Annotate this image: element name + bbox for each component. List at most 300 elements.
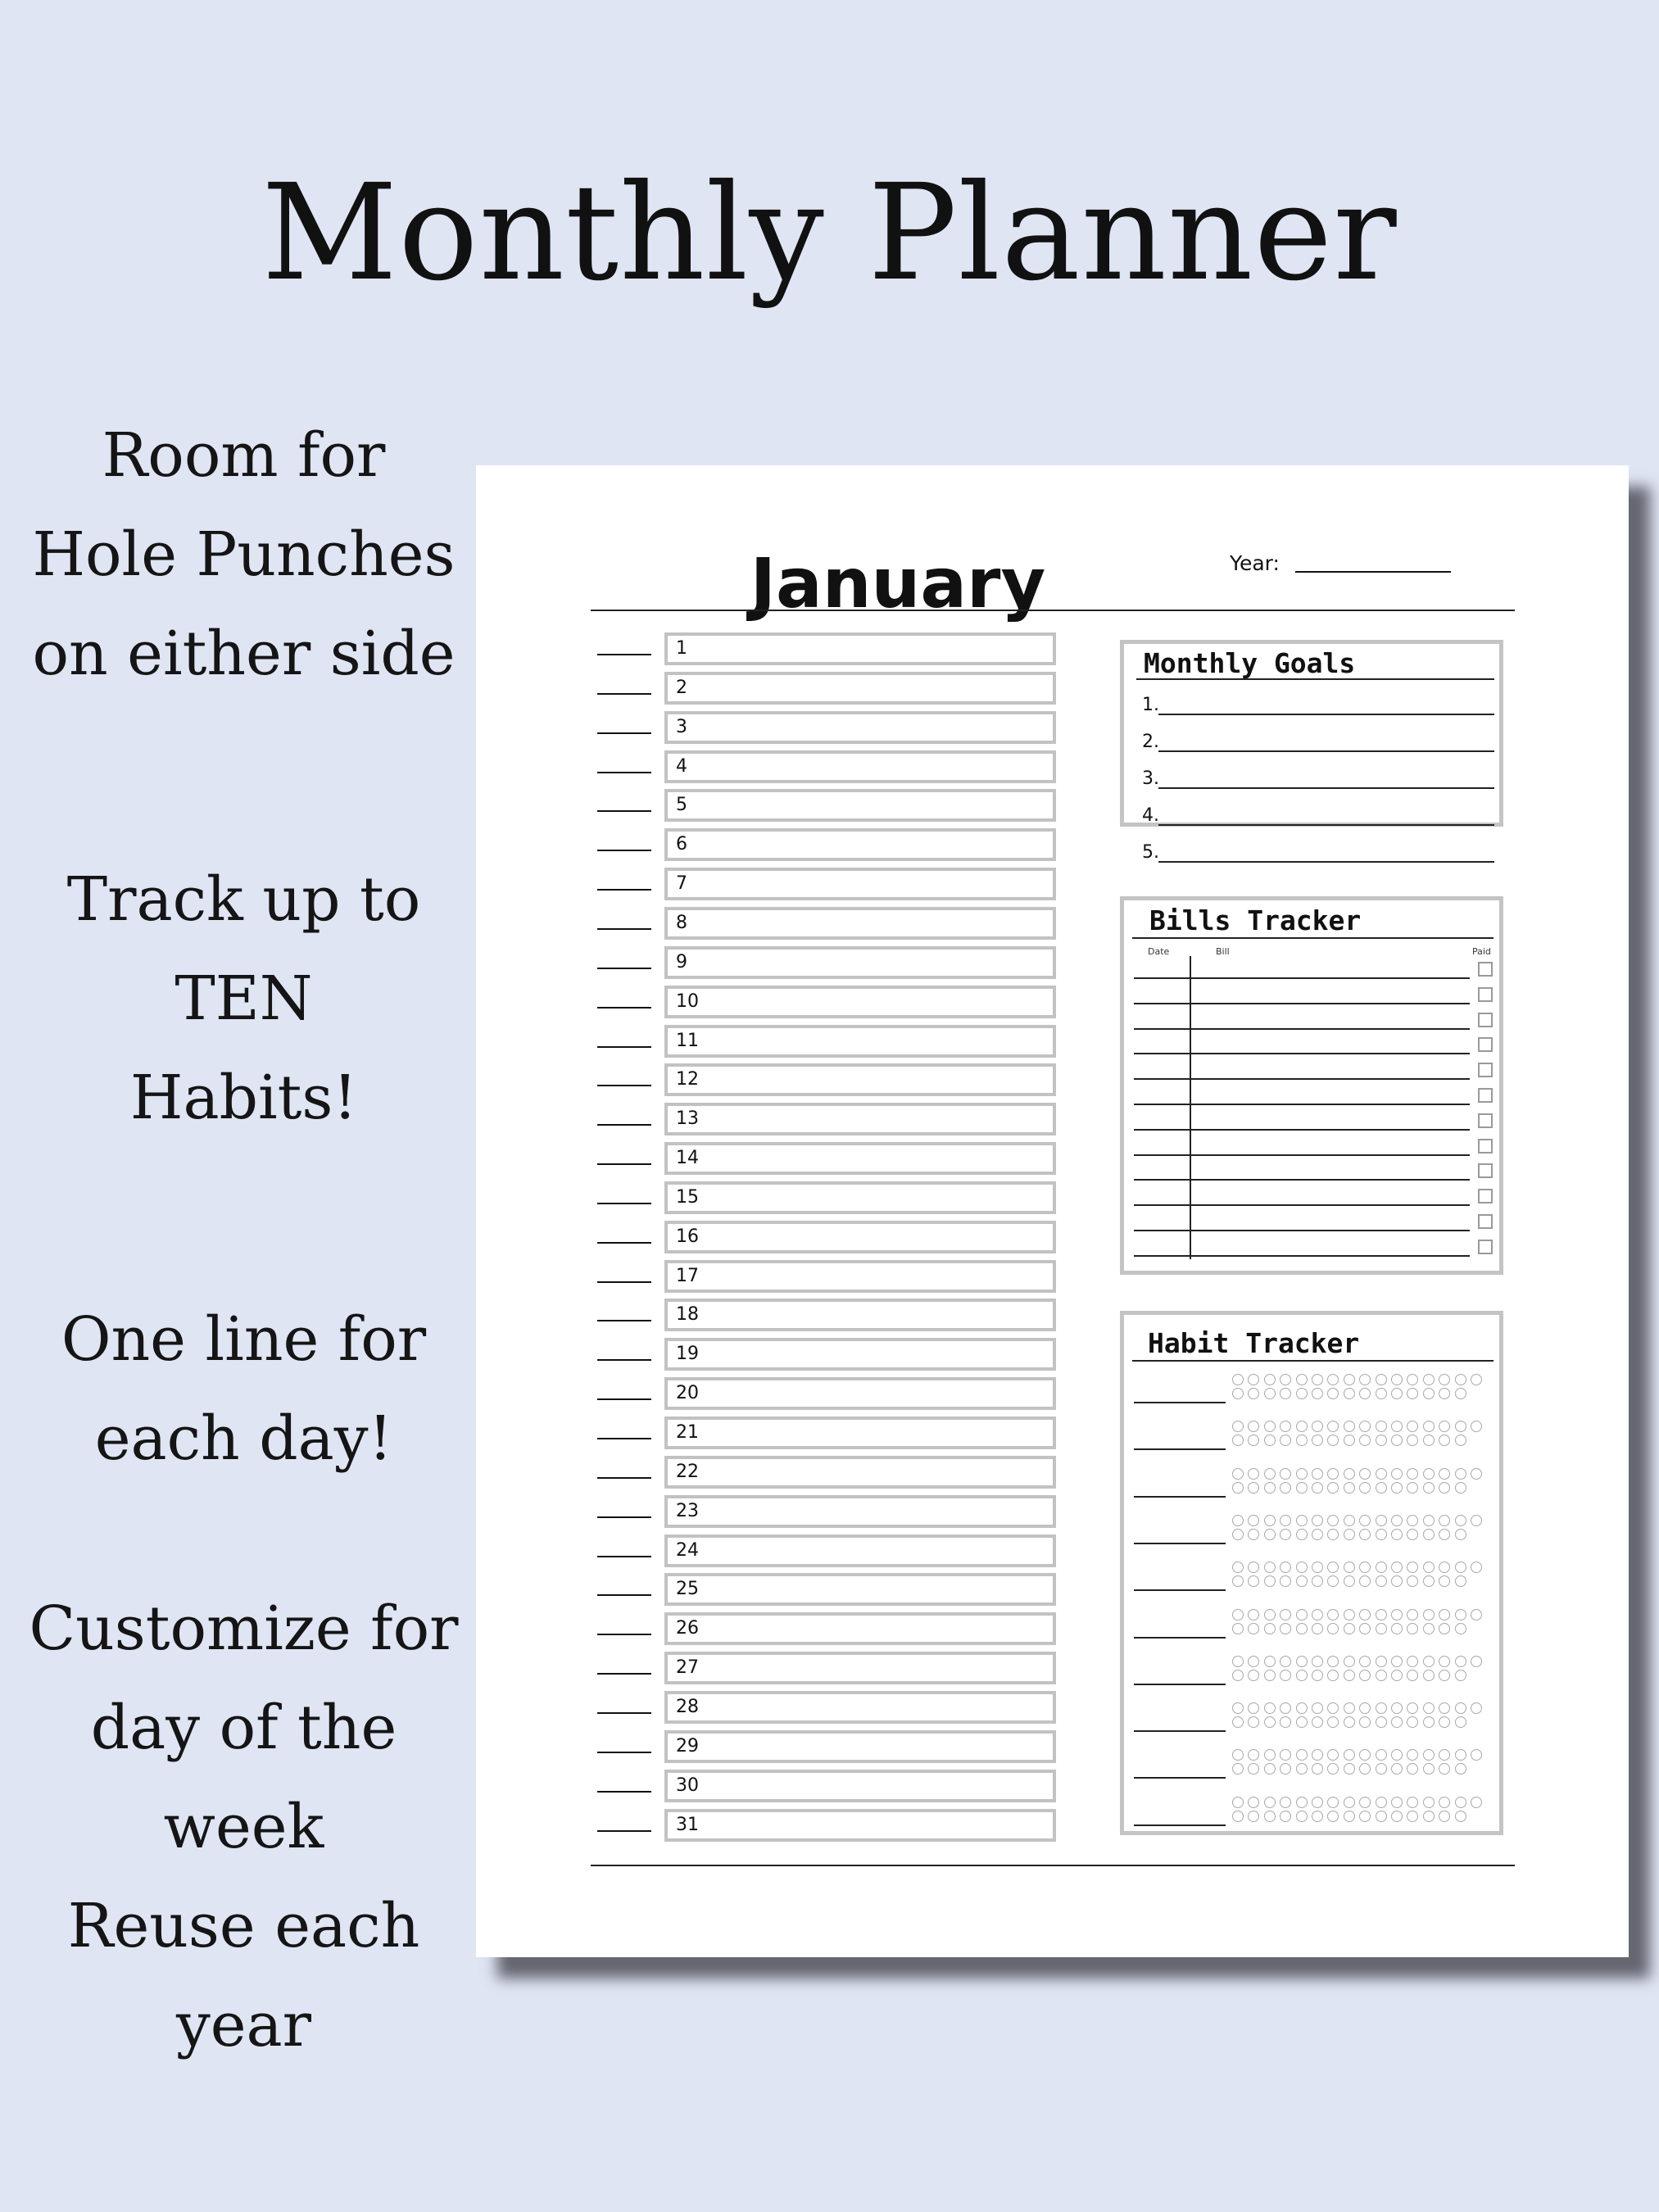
day-weekday-blank[interactable]: [597, 1791, 651, 1793]
habit-day-circle[interactable]: [1455, 1421, 1466, 1432]
habit-day-circle[interactable]: [1423, 1702, 1435, 1714]
habit-day-circle[interactable]: [1264, 1797, 1276, 1808]
habit-day-circle[interactable]: [1376, 1749, 1387, 1761]
paid-checkbox[interactable]: [1478, 1013, 1493, 1027]
day-entry-box[interactable]: [664, 1770, 1056, 1802]
habit-day-circle[interactable]: [1280, 1562, 1291, 1573]
paid-checkbox[interactable]: [1478, 987, 1493, 1002]
day-entry-box[interactable]: [664, 1730, 1056, 1763]
habit-day-circle[interactable]: [1423, 1797, 1435, 1808]
habit-day-circle[interactable]: [1391, 1609, 1403, 1620]
habit-day-circle[interactable]: [1280, 1482, 1291, 1494]
habit-day-circle[interactable]: [1455, 1656, 1466, 1667]
habit-day-circle[interactable]: [1327, 1388, 1339, 1399]
habit-day-circle[interactable]: [1280, 1575, 1291, 1587]
habit-day-circle[interactable]: [1248, 1763, 1259, 1775]
goal-line[interactable]: [1158, 861, 1494, 863]
habit-day-circle[interactable]: [1280, 1749, 1291, 1761]
bill-row-line[interactable]: [1134, 1053, 1470, 1054]
habit-day-circle[interactable]: [1439, 1749, 1450, 1761]
day-weekday-blank[interactable]: [597, 850, 651, 851]
habit-day-circle[interactable]: [1455, 1515, 1466, 1526]
habit-day-circle[interactable]: [1471, 1468, 1482, 1480]
habit-day-circle[interactable]: [1376, 1797, 1387, 1808]
habit-day-circle[interactable]: [1264, 1623, 1276, 1634]
habit-day-circle[interactable]: [1296, 1811, 1308, 1822]
habit-day-circle[interactable]: [1264, 1609, 1276, 1620]
day-entry-box[interactable]: [664, 1142, 1056, 1175]
habit-day-circle[interactable]: [1407, 1656, 1418, 1667]
habit-day-circle[interactable]: [1248, 1702, 1259, 1714]
habit-day-circle[interactable]: [1296, 1656, 1308, 1667]
habit-day-circle[interactable]: [1391, 1656, 1403, 1667]
habit-day-circle[interactable]: [1407, 1609, 1418, 1620]
habit-day-circle[interactable]: [1312, 1623, 1323, 1634]
habit-day-circle[interactable]: [1280, 1435, 1291, 1446]
habit-day-circle[interactable]: [1471, 1702, 1482, 1714]
habit-day-circle[interactable]: [1376, 1388, 1387, 1399]
habit-day-circle[interactable]: [1280, 1374, 1291, 1385]
habit-day-circle[interactable]: [1391, 1468, 1403, 1480]
bill-row-line[interactable]: [1134, 1204, 1470, 1206]
habit-day-circle[interactable]: [1312, 1575, 1323, 1587]
bill-row-line[interactable]: [1134, 1255, 1470, 1257]
habit-day-circle[interactable]: [1455, 1482, 1466, 1494]
day-entry-box[interactable]: [664, 789, 1056, 822]
habit-day-circle[interactable]: [1471, 1797, 1482, 1808]
habit-day-circle[interactable]: [1232, 1435, 1244, 1446]
habit-day-circle[interactable]: [1264, 1716, 1276, 1728]
habit-day-circle[interactable]: [1344, 1482, 1355, 1494]
habit-day-circle[interactable]: [1248, 1716, 1259, 1728]
habit-day-circle[interactable]: [1455, 1575, 1466, 1587]
habit-day-circle[interactable]: [1327, 1515, 1339, 1526]
habit-day-circle[interactable]: [1376, 1716, 1387, 1728]
habit-day-circle[interactable]: [1296, 1763, 1308, 1775]
habit-day-circle[interactable]: [1327, 1482, 1339, 1494]
habit-day-circle[interactable]: [1232, 1575, 1244, 1587]
habit-day-circle[interactable]: [1296, 1388, 1308, 1399]
habit-day-circle[interactable]: [1248, 1468, 1259, 1480]
habit-day-circle[interactable]: [1296, 1702, 1308, 1714]
habit-day-circle[interactable]: [1391, 1811, 1403, 1822]
habit-day-circle[interactable]: [1376, 1623, 1387, 1634]
day-weekday-blank[interactable]: [597, 1242, 651, 1244]
habit-day-circle[interactable]: [1264, 1763, 1276, 1775]
habit-day-circle[interactable]: [1327, 1763, 1339, 1775]
habit-day-circle[interactable]: [1248, 1374, 1259, 1385]
habit-day-circle[interactable]: [1455, 1468, 1466, 1480]
habit-day-circle[interactable]: [1359, 1811, 1371, 1822]
habit-day-circle[interactable]: [1280, 1702, 1291, 1714]
habit-day-circle[interactable]: [1391, 1797, 1403, 1808]
habit-day-circle[interactable]: [1232, 1515, 1244, 1526]
habit-name-line[interactable]: [1134, 1496, 1226, 1498]
habit-day-circle[interactable]: [1312, 1656, 1323, 1667]
bill-row-line[interactable]: [1134, 1028, 1470, 1030]
habit-day-circle[interactable]: [1439, 1609, 1450, 1620]
habit-day-circle[interactable]: [1439, 1716, 1450, 1728]
habit-day-circle[interactable]: [1232, 1609, 1244, 1620]
habit-day-circle[interactable]: [1248, 1388, 1259, 1399]
day-entry-box[interactable]: [664, 1534, 1056, 1567]
bill-row-line[interactable]: [1134, 1003, 1470, 1004]
habit-day-circle[interactable]: [1423, 1656, 1435, 1667]
habit-name-line[interactable]: [1134, 1589, 1226, 1591]
habit-day-circle[interactable]: [1407, 1623, 1418, 1634]
habit-day-circle[interactable]: [1344, 1575, 1355, 1587]
habit-day-circle[interactable]: [1423, 1811, 1435, 1822]
habit-day-circle[interactable]: [1232, 1468, 1244, 1480]
habit-day-circle[interactable]: [1439, 1374, 1450, 1385]
habit-day-circle[interactable]: [1439, 1529, 1450, 1540]
habit-name-line[interactable]: [1134, 1448, 1226, 1450]
habit-day-circle[interactable]: [1344, 1562, 1355, 1573]
bill-row-line[interactable]: [1134, 1078, 1470, 1080]
habit-day-circle[interactable]: [1232, 1623, 1244, 1634]
day-entry-box[interactable]: [664, 1691, 1056, 1724]
habit-day-circle[interactable]: [1376, 1763, 1387, 1775]
habit-day-circle[interactable]: [1248, 1482, 1259, 1494]
habit-day-circle[interactable]: [1344, 1670, 1355, 1681]
habit-day-circle[interactable]: [1264, 1421, 1276, 1432]
habit-day-circle[interactable]: [1344, 1797, 1355, 1808]
habit-day-circle[interactable]: [1344, 1388, 1355, 1399]
habit-day-circle[interactable]: [1280, 1468, 1291, 1480]
habit-day-circle[interactable]: [1407, 1562, 1418, 1573]
habit-day-circle[interactable]: [1423, 1716, 1435, 1728]
habit-day-circle[interactable]: [1264, 1702, 1276, 1714]
habit-day-circle[interactable]: [1376, 1374, 1387, 1385]
habit-day-circle[interactable]: [1327, 1656, 1339, 1667]
habit-day-circle[interactable]: [1264, 1575, 1276, 1587]
day-weekday-blank[interactable]: [597, 654, 651, 655]
day-weekday-blank[interactable]: [597, 928, 651, 930]
habit-day-circle[interactable]: [1248, 1811, 1259, 1822]
habit-day-circle[interactable]: [1312, 1388, 1323, 1399]
habit-day-circle[interactable]: [1280, 1529, 1291, 1540]
habit-day-circle[interactable]: [1296, 1797, 1308, 1808]
habit-day-circle[interactable]: [1439, 1388, 1450, 1399]
day-weekday-blank[interactable]: [597, 1281, 651, 1283]
habit-day-circle[interactable]: [1344, 1656, 1355, 1667]
habit-day-circle[interactable]: [1439, 1421, 1450, 1432]
habit-day-circle[interactable]: [1471, 1609, 1482, 1620]
habit-day-circle[interactable]: [1280, 1763, 1291, 1775]
habit-day-circle[interactable]: [1296, 1575, 1308, 1587]
habit-day-circle[interactable]: [1471, 1515, 1482, 1526]
bill-row-line[interactable]: [1134, 1230, 1470, 1231]
day-weekday-blank[interactable]: [597, 1712, 651, 1714]
day-weekday-blank[interactable]: [597, 889, 651, 891]
habit-day-circle[interactable]: [1455, 1702, 1466, 1714]
habit-day-circle[interactable]: [1248, 1575, 1259, 1587]
day-weekday-blank[interactable]: [597, 732, 651, 734]
habit-day-circle[interactable]: [1344, 1421, 1355, 1432]
habit-day-circle[interactable]: [1312, 1763, 1323, 1775]
habit-day-circle[interactable]: [1439, 1811, 1450, 1822]
habit-day-circle[interactable]: [1407, 1482, 1418, 1494]
habit-day-circle[interactable]: [1439, 1482, 1450, 1494]
habit-day-circle[interactable]: [1376, 1468, 1387, 1480]
paid-checkbox[interactable]: [1478, 1088, 1493, 1103]
habit-day-circle[interactable]: [1264, 1515, 1276, 1526]
habit-day-circle[interactable]: [1248, 1797, 1259, 1808]
bill-row-line[interactable]: [1134, 1104, 1470, 1105]
habit-day-circle[interactable]: [1455, 1529, 1466, 1540]
habit-day-circle[interactable]: [1232, 1670, 1244, 1681]
habit-day-circle[interactable]: [1248, 1656, 1259, 1667]
day-weekday-blank[interactable]: [597, 1673, 651, 1675]
habit-day-circle[interactable]: [1423, 1529, 1435, 1540]
habit-day-circle[interactable]: [1248, 1623, 1259, 1634]
habit-day-circle[interactable]: [1391, 1388, 1403, 1399]
day-weekday-blank[interactable]: [597, 1085, 651, 1086]
habit-day-circle[interactable]: [1423, 1482, 1435, 1494]
day-weekday-blank[interactable]: [597, 968, 651, 969]
habit-day-circle[interactable]: [1312, 1670, 1323, 1681]
habit-day-circle[interactable]: [1248, 1421, 1259, 1432]
habit-day-circle[interactable]: [1264, 1374, 1276, 1385]
day-weekday-blank[interactable]: [597, 1830, 651, 1832]
habit-day-circle[interactable]: [1327, 1468, 1339, 1480]
habit-day-circle[interactable]: [1327, 1529, 1339, 1540]
habit-day-circle[interactable]: [1327, 1374, 1339, 1385]
habit-day-circle[interactable]: [1455, 1749, 1466, 1761]
habit-day-circle[interactable]: [1407, 1749, 1418, 1761]
habit-day-circle[interactable]: [1312, 1374, 1323, 1385]
day-weekday-blank[interactable]: [597, 1438, 651, 1439]
habit-day-circle[interactable]: [1455, 1609, 1466, 1620]
habit-day-circle[interactable]: [1455, 1374, 1466, 1385]
habit-day-circle[interactable]: [1423, 1562, 1435, 1573]
day-weekday-blank[interactable]: [597, 1752, 651, 1753]
habit-day-circle[interactable]: [1312, 1435, 1323, 1446]
habit-day-circle[interactable]: [1407, 1702, 1418, 1714]
habit-day-circle[interactable]: [1359, 1482, 1371, 1494]
habit-day-circle[interactable]: [1455, 1670, 1466, 1681]
habit-day-circle[interactable]: [1327, 1716, 1339, 1728]
habit-day-circle[interactable]: [1248, 1435, 1259, 1446]
day-entry-box[interactable]: [664, 1063, 1056, 1096]
habit-day-circle[interactable]: [1439, 1468, 1450, 1480]
day-entry-box[interactable]: [664, 1377, 1056, 1410]
habit-day-circle[interactable]: [1391, 1529, 1403, 1540]
habit-day-circle[interactable]: [1376, 1515, 1387, 1526]
habit-day-circle[interactable]: [1359, 1421, 1371, 1432]
habit-day-circle[interactable]: [1455, 1763, 1466, 1775]
habit-day-circle[interactable]: [1423, 1374, 1435, 1385]
habit-day-circle[interactable]: [1391, 1749, 1403, 1761]
habit-day-circle[interactable]: [1327, 1421, 1339, 1432]
day-entry-box[interactable]: [664, 986, 1056, 1018]
habit-day-circle[interactable]: [1359, 1468, 1371, 1480]
habit-day-circle[interactable]: [1376, 1609, 1387, 1620]
habit-day-circle[interactable]: [1407, 1421, 1418, 1432]
habit-day-circle[interactable]: [1471, 1562, 1482, 1573]
day-weekday-blank[interactable]: [597, 1398, 651, 1400]
habit-day-circle[interactable]: [1391, 1515, 1403, 1526]
habit-day-circle[interactable]: [1232, 1702, 1244, 1714]
habit-day-circle[interactable]: [1391, 1374, 1403, 1385]
habit-day-circle[interactable]: [1439, 1435, 1450, 1446]
habit-day-circle[interactable]: [1327, 1797, 1339, 1808]
habit-day-circle[interactable]: [1327, 1702, 1339, 1714]
habit-day-circle[interactable]: [1344, 1811, 1355, 1822]
habit-day-circle[interactable]: [1312, 1515, 1323, 1526]
habit-day-circle[interactable]: [1327, 1670, 1339, 1681]
day-entry-box[interactable]: [664, 1181, 1056, 1214]
habit-day-circle[interactable]: [1376, 1482, 1387, 1494]
day-entry-box[interactable]: [664, 1456, 1056, 1489]
habit-day-circle[interactable]: [1296, 1529, 1308, 1540]
habit-day-circle[interactable]: [1359, 1374, 1371, 1385]
habit-day-circle[interactable]: [1407, 1388, 1418, 1399]
habit-day-circle[interactable]: [1359, 1623, 1371, 1634]
day-weekday-blank[interactable]: [597, 1516, 651, 1518]
day-weekday-blank[interactable]: [597, 1203, 651, 1204]
bill-row-line[interactable]: [1134, 1129, 1470, 1131]
day-weekday-blank[interactable]: [597, 1046, 651, 1048]
goal-line[interactable]: [1158, 750, 1494, 752]
habit-day-circle[interactable]: [1344, 1468, 1355, 1480]
habit-day-circle[interactable]: [1359, 1656, 1371, 1667]
habit-day-circle[interactable]: [1423, 1388, 1435, 1399]
habit-day-circle[interactable]: [1407, 1797, 1418, 1808]
habit-day-circle[interactable]: [1248, 1529, 1259, 1540]
habit-day-circle[interactable]: [1439, 1515, 1450, 1526]
day-weekday-blank[interactable]: [597, 1359, 651, 1361]
habit-day-circle[interactable]: [1407, 1515, 1418, 1526]
habit-day-circle[interactable]: [1248, 1609, 1259, 1620]
habit-day-circle[interactable]: [1296, 1670, 1308, 1681]
habit-day-circle[interactable]: [1327, 1435, 1339, 1446]
habit-day-circle[interactable]: [1344, 1374, 1355, 1385]
habit-day-circle[interactable]: [1391, 1435, 1403, 1446]
habit-day-circle[interactable]: [1359, 1515, 1371, 1526]
habit-day-circle[interactable]: [1232, 1421, 1244, 1432]
habit-name-line[interactable]: [1134, 1637, 1226, 1639]
bill-row-line[interactable]: [1134, 1179, 1470, 1181]
habit-day-circle[interactable]: [1264, 1468, 1276, 1480]
habit-day-circle[interactable]: [1312, 1749, 1323, 1761]
habit-day-circle[interactable]: [1407, 1529, 1418, 1540]
habit-day-circle[interactable]: [1248, 1749, 1259, 1761]
habit-day-circle[interactable]: [1423, 1609, 1435, 1620]
habit-day-circle[interactable]: [1248, 1515, 1259, 1526]
habit-day-circle[interactable]: [1248, 1562, 1259, 1573]
day-entry-box[interactable]: [664, 1221, 1056, 1253]
habit-day-circle[interactable]: [1439, 1562, 1450, 1573]
habit-day-circle[interactable]: [1407, 1811, 1418, 1822]
habit-day-circle[interactable]: [1439, 1702, 1450, 1714]
habit-day-circle[interactable]: [1423, 1749, 1435, 1761]
paid-checkbox[interactable]: [1478, 1240, 1493, 1254]
habit-day-circle[interactable]: [1327, 1811, 1339, 1822]
day-entry-box[interactable]: [664, 1260, 1056, 1293]
habit-day-circle[interactable]: [1423, 1763, 1435, 1775]
day-weekday-blank[interactable]: [597, 1163, 651, 1165]
habit-day-circle[interactable]: [1232, 1529, 1244, 1540]
day-entry-box[interactable]: [664, 1103, 1056, 1135]
paid-checkbox[interactable]: [1478, 962, 1493, 977]
habit-day-circle[interactable]: [1280, 1670, 1291, 1681]
habit-day-circle[interactable]: [1280, 1797, 1291, 1808]
habit-day-circle[interactable]: [1264, 1388, 1276, 1399]
habit-name-line[interactable]: [1134, 1730, 1226, 1732]
paid-checkbox[interactable]: [1478, 1189, 1493, 1203]
habit-day-circle[interactable]: [1359, 1749, 1371, 1761]
habit-day-circle[interactable]: [1280, 1716, 1291, 1728]
day-weekday-blank[interactable]: [597, 1477, 651, 1479]
habit-day-circle[interactable]: [1391, 1421, 1403, 1432]
day-entry-box[interactable]: [664, 1025, 1056, 1058]
habit-day-circle[interactable]: [1439, 1623, 1450, 1634]
habit-day-circle[interactable]: [1407, 1763, 1418, 1775]
habit-day-circle[interactable]: [1296, 1468, 1308, 1480]
habit-day-circle[interactable]: [1407, 1716, 1418, 1728]
habit-day-circle[interactable]: [1407, 1435, 1418, 1446]
habit-day-circle[interactable]: [1344, 1529, 1355, 1540]
habit-day-circle[interactable]: [1264, 1656, 1276, 1667]
habit-day-circle[interactable]: [1264, 1529, 1276, 1540]
day-entry-box[interactable]: [664, 1652, 1056, 1684]
habit-day-circle[interactable]: [1359, 1716, 1371, 1728]
habit-day-circle[interactable]: [1296, 1515, 1308, 1526]
day-weekday-blank[interactable]: [597, 1007, 651, 1009]
habit-day-circle[interactable]: [1455, 1797, 1466, 1808]
habit-day-circle[interactable]: [1327, 1749, 1339, 1761]
habit-name-line[interactable]: [1134, 1777, 1226, 1779]
day-entry-box[interactable]: [664, 907, 1056, 940]
habit-day-circle[interactable]: [1280, 1623, 1291, 1634]
paid-checkbox[interactable]: [1478, 1113, 1493, 1128]
habit-day-circle[interactable]: [1280, 1421, 1291, 1432]
habit-day-circle[interactable]: [1296, 1482, 1308, 1494]
habit-day-circle[interactable]: [1280, 1656, 1291, 1667]
paid-checkbox[interactable]: [1478, 1139, 1493, 1154]
habit-day-circle[interactable]: [1391, 1763, 1403, 1775]
goal-line[interactable]: [1158, 714, 1494, 715]
habit-day-circle[interactable]: [1471, 1656, 1482, 1667]
habit-name-line[interactable]: [1134, 1543, 1226, 1544]
day-weekday-blank[interactable]: [597, 1594, 651, 1596]
habit-day-circle[interactable]: [1232, 1763, 1244, 1775]
habit-day-circle[interactable]: [1296, 1623, 1308, 1634]
habit-day-circle[interactable]: [1376, 1435, 1387, 1446]
day-weekday-blank[interactable]: [597, 810, 651, 812]
habit-day-circle[interactable]: [1376, 1529, 1387, 1540]
habit-day-circle[interactable]: [1359, 1670, 1371, 1681]
habit-day-circle[interactable]: [1312, 1562, 1323, 1573]
habit-day-circle[interactable]: [1327, 1575, 1339, 1587]
habit-day-circle[interactable]: [1312, 1529, 1323, 1540]
day-entry-box[interactable]: [664, 1495, 1056, 1528]
habit-day-circle[interactable]: [1232, 1716, 1244, 1728]
habit-day-circle[interactable]: [1359, 1609, 1371, 1620]
habit-day-circle[interactable]: [1296, 1562, 1308, 1573]
habit-day-circle[interactable]: [1264, 1811, 1276, 1822]
habit-day-circle[interactable]: [1312, 1702, 1323, 1714]
habit-day-circle[interactable]: [1344, 1435, 1355, 1446]
habit-day-circle[interactable]: [1455, 1435, 1466, 1446]
habit-day-circle[interactable]: [1376, 1811, 1387, 1822]
habit-day-circle[interactable]: [1455, 1811, 1466, 1822]
habit-day-circle[interactable]: [1359, 1388, 1371, 1399]
habit-day-circle[interactable]: [1407, 1374, 1418, 1385]
habit-day-circle[interactable]: [1359, 1435, 1371, 1446]
habit-day-circle[interactable]: [1264, 1562, 1276, 1573]
